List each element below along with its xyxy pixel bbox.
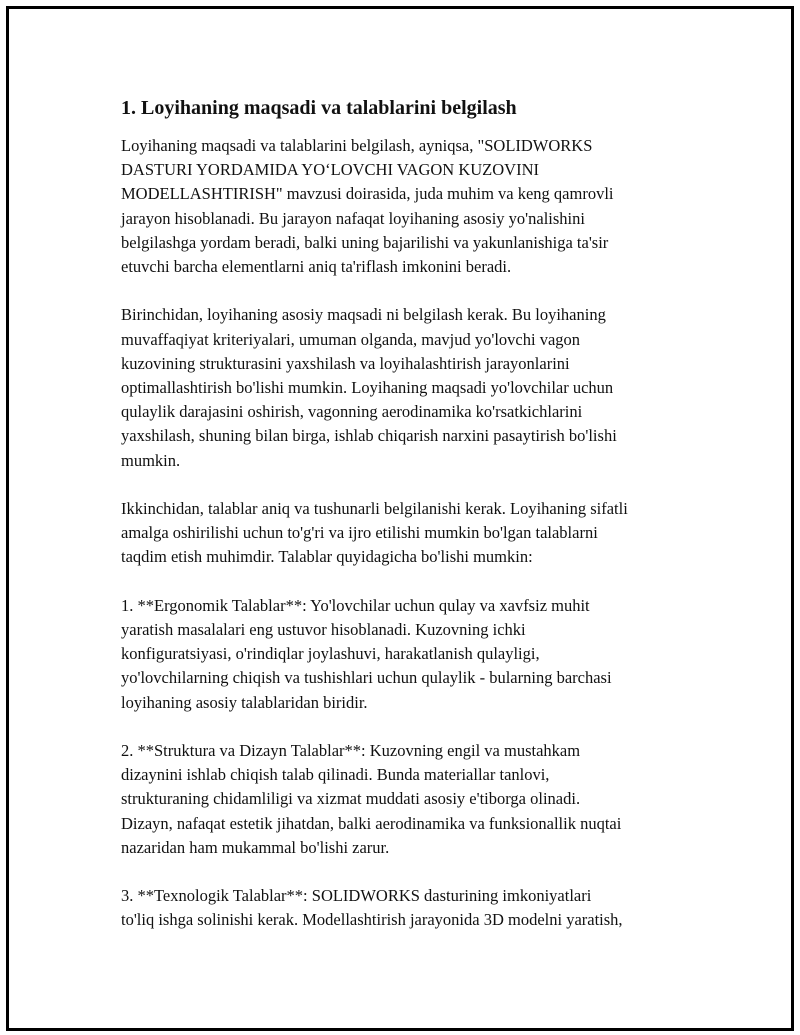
text-line: Birinchidan, loyihaning asosiy maqsadi ni belgilash kerak. Bu loyihaning	[121, 305, 606, 325]
page-frame	[6, 6, 794, 1031]
text-line: to'liq ishga solinishi kerak. Modellashtirish jarayonida 3D modelni yaratish,	[121, 910, 623, 930]
text-line: yaxshilash, shuning bilan birga, ishlab chiqarish narxini pasaytirish bo'lishi	[121, 426, 617, 446]
text-line: qulaylik darajasini oshirish, vagonning aerodinamika ko'rsatkichlarini	[121, 402, 583, 422]
text-line: dizaynini ishlab chiqish talab qilinadi. Bunda materiallar tanlovi,	[121, 765, 550, 785]
text-line: Dizayn, nafaqat estetik jihatdan, balki aerodinamika va funksionallik nuqtai	[121, 813, 622, 833]
text-line: Loyihaning maqsadi va talablarini belgilash, ayniqsa, "SOLIDWORKS	[121, 136, 593, 155]
text-line: jarayon hisoblanadi. Bu jarayon nafaqat loyihaning asosiy yo'nalishini	[121, 208, 585, 228]
text-line: taqdim etish muhimdir. Talablar quyidagicha bo'lishi mumkin:	[121, 547, 533, 567]
text-line: konfiguratsiyasi, o'rindiqlar joylashuvi, harakatlanish qulayligi,	[121, 644, 540, 664]
text-line: amalga oshirilishi uchun to'g'ri va ijro etilishi mumkin bo'lgan talablarni	[121, 523, 598, 543]
text-line: muvaffaqiyat kriteriyalari, umuman olganda, mavjud yo'lovchi vagon	[121, 329, 581, 349]
text-line: loyihaning asosiy talablaridan biridir.	[121, 692, 368, 712]
text-line: optimallashtirish bo'lishi mumkin. Loyihaning maqsadi yo'lovchilar uchun	[121, 378, 614, 398]
paragraph-first-point	[121, 303, 701, 472]
list-item-technological	[121, 884, 701, 932]
paragraph-intro	[121, 134, 701, 279]
text-line: etuvchi barcha elementlarni aniq ta'riflash imkonini beradi.	[121, 257, 512, 277]
text-line: yaratish masalalari eng ustuvor hisoblanadi. Kuzovning ichki	[121, 620, 526, 640]
text-line: DASTURI YORDAMIDA YO‘LOVCHI VAGON KUZOVINI	[121, 160, 539, 180]
list-item-structure-design	[121, 739, 701, 860]
paragraph-second-point	[121, 497, 701, 570]
text-line: MODELLASHTIRISH" mavzusi doirasida, juda muhim va keng qamrovli	[121, 184, 614, 204]
list-item-ergonomic	[121, 594, 701, 715]
text-line: yo'lovchilarning chiqish va tushishlari uchun qulaylik - bularning barchasi	[121, 668, 612, 688]
text-line: strukturaning chidamliligi va xizmat muddati asosiy e'tiborga olinadi.	[121, 789, 581, 809]
text-line: belgilashga yordam beradi, balki uning bajarilishi va yakunlanishiga ta'sir	[121, 232, 609, 252]
text-line: 2. **Struktura va Dizayn Talablar**: Kuzovning engil va mustahkam	[121, 741, 581, 761]
text-line: 1. **Ergonomik Talablar**: Yo'lovchilar uchun qulay va xavfsiz muhit	[121, 595, 590, 615]
text-line: nazaridan ham mukammal bo'lishi zarur.	[121, 837, 390, 857]
text-line: kuzovining strukturasini yaxshilash va loyihalashtirish jarayonlarini	[121, 353, 570, 373]
text-line: mumkin.	[121, 450, 181, 470]
section-heading: 1. Loyihaning maqsadi va talablarini belgilash	[121, 97, 517, 119]
document-body	[121, 95, 701, 957]
text-line: 3. **Texnologik Talablar**: SOLIDWORKS dasturining imkoniyatlari	[121, 886, 592, 906]
text-line: Ikkinchidan, talablar aniq va tushunarli belgilanishi kerak. Loyihaning sifatli	[121, 499, 628, 519]
